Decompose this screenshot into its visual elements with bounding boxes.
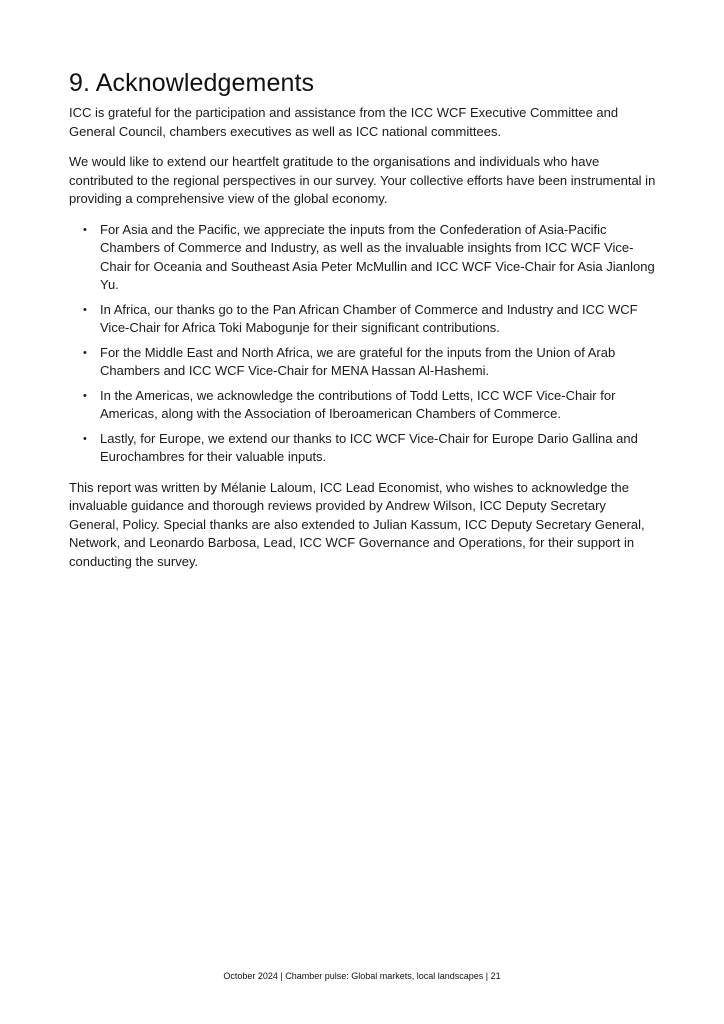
list-item-asia-pacific: • For Asia and the Pacific, we appreciate the inputs from the Confederation of Asia-Pacific Chambers of Commerce and Industry, as well as the invaluable insights from ICC WCF Vice-Chair for Oceania and Southeast Asia Peter McMullin and ICC WCF Vice-Chair for Asia Jianlong Yu. <box>100 221 659 295</box>
list-item-mena: • For the Middle East and North Africa, we are grateful for the inputs from the Union of Arab Chambers and ICC WCF Vice-Chair for MENA Hassan Al-Hashemi. <box>100 344 659 381</box>
list-item-europe: • Lastly, for Europe, we extend our thanks to ICC WCF Vice-Chair for Europe Dario Gallina and Eurochambres for their valuable inputs. <box>100 430 659 467</box>
page-content <box>69 68 659 583</box>
gratitude-paragraph: We would like to extend our heartfelt gratitude to the organisations and individuals who have contributed to the regional perspectives in our survey. Your collective efforts have been instrumental in providing a comprehensive view of the global economy. <box>69 154 656 206</box>
list-item-africa: • In Africa, our thanks go to the Pan African Chamber of Commerce and Industry and ICC WCF Vice-Chair for Africa Toki Mabogunje for their significant contributions. <box>100 301 659 338</box>
authorship-paragraph: This report was written by Mélanie Laloum, ICC Lead Economist, who wishes to acknowledge the invaluable guidance and thorough reviews provided by Andrew Wilson, ICC Deputy Secretary General, Policy. Special thanks are also extended to Julian Kassum, ICC Deputy Secretary General, Network, and Leonardo Barbosa, Lead, ICC WCF Governance and Operations, for their support in conducting the survey. <box>69 479 645 569</box>
list-item-americas: • In the Americas, we acknowledge the contributions of Todd Letts, ICC WCF Vice-Chair for Americas, along with the Association of Iberoamerican Chambers of Commerce. <box>100 387 659 424</box>
section-heading: 9. Acknowledgements <box>69 69 315 97</box>
page-footer: October 2024 | Chamber pulse: Global markets, local landscapes | 21 <box>223 971 501 981</box>
regional-acknowledgements-list <box>69 221 659 467</box>
intro-paragraph: ICC is grateful for the participation and assistance from the ICC WCF Executive Committee and General Council, chambers executives as well as ICC national committees. <box>69 105 619 139</box>
